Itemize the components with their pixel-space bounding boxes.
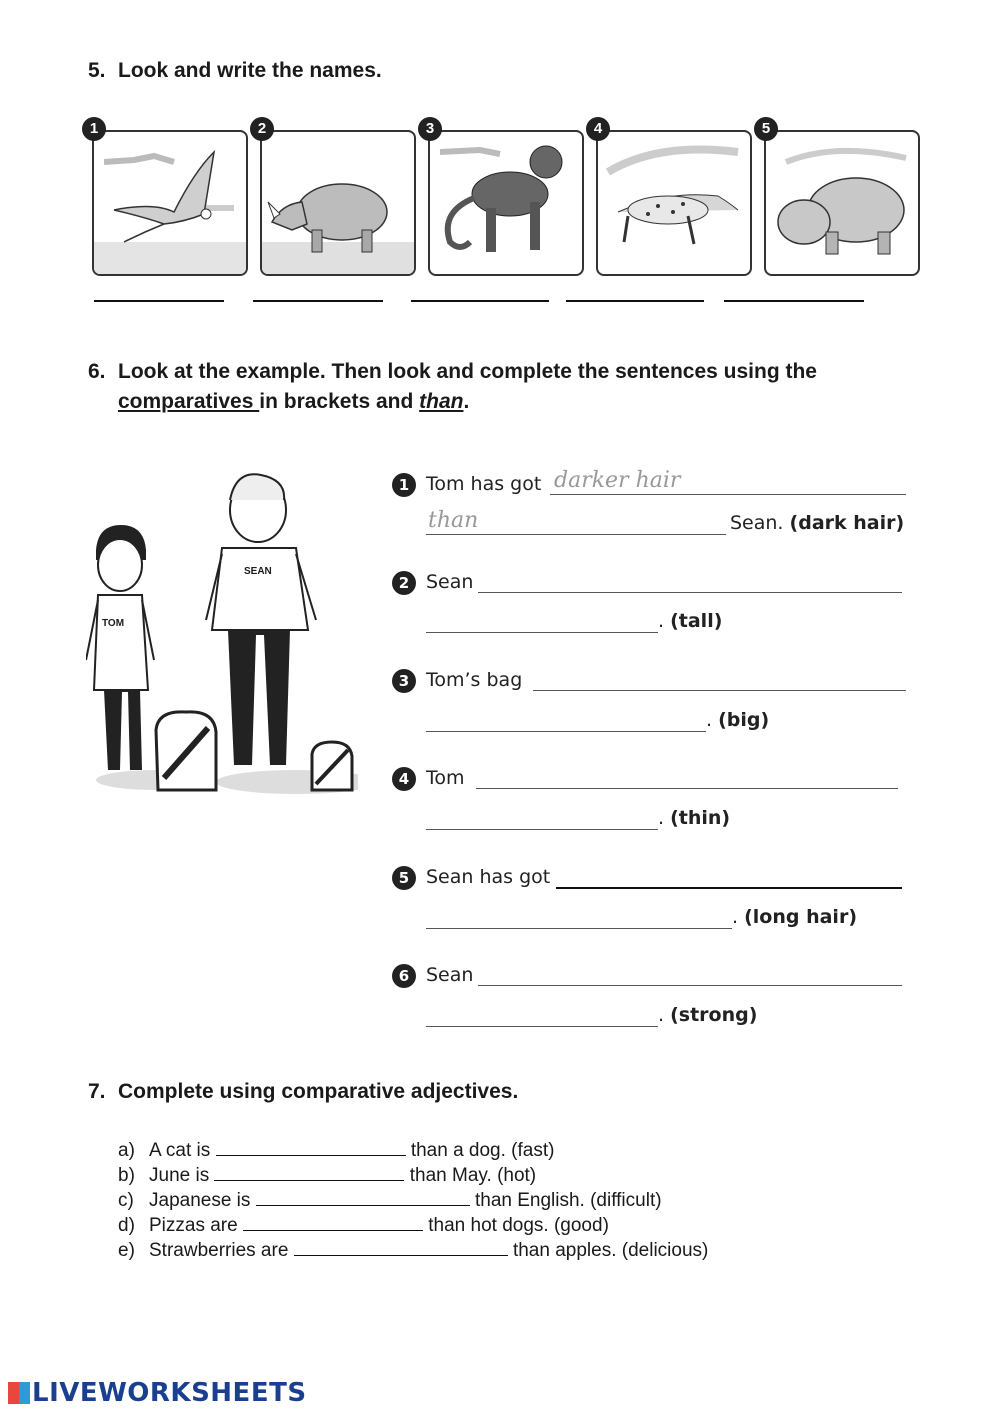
s7-item-d: d) Pizzas are than hot dogs. (good) [118,1212,609,1238]
example-line-2 [426,534,726,535]
sentence-2-number: 2 [392,571,416,595]
animal-panel-5 [764,130,920,276]
sentence-3-start: Tom’s bag [426,669,523,691]
boys-illustration [86,470,358,805]
sentence-6-hint: . (strong) [658,1004,758,1026]
badge-3: 3 [418,117,442,141]
badge-1: 1 [82,117,106,141]
sentence-3-line-1[interactable] [533,690,906,691]
example-written-2: than [428,508,479,533]
sentence-4-line-2[interactable] [426,829,658,830]
animal-panel-2 [260,130,416,276]
badge-4: 4 [586,117,610,141]
sentence-3-number: 3 [392,669,416,693]
section5-heading: 5. Look and write the names. [88,59,382,82]
sentence-5-number: 5 [392,866,416,890]
panther-icon [430,132,582,274]
sentence-5-hint: . (long hair) [732,906,857,928]
example-end: Sean. (dark hair) [730,512,905,534]
answer-line-1[interactable] [94,300,224,302]
s7-blank-d[interactable] [243,1212,423,1231]
example-written-1: darker hair [554,468,681,493]
sentence-6-number: 6 [392,964,416,988]
s7-item-b: b) June is than May. (hot) [118,1162,536,1188]
sentence-5-start: Sean has got [426,866,551,888]
sentence-5-line-2[interactable] [426,928,732,929]
s7-item-a: a) A cat is than a dog. (fast) [118,1137,554,1163]
liveworksheets-logo[interactable]: LIVEWORKSHEETS [8,1378,307,1408]
sentence-3-hint: . (big) [706,709,770,731]
example-line-1 [550,494,906,495]
sentence-4-line-1[interactable] [476,788,898,789]
sentence-4-start: Tom [426,767,465,789]
hippo-icon [766,132,918,274]
answer-line-2[interactable] [253,300,383,302]
sentence-2-hint: . (tall) [658,610,723,632]
s7-item-e: e) Strawberries are than apples. (delicious) [118,1237,708,1263]
s7-blank-e[interactable] [294,1237,508,1256]
sentence-3-line-2[interactable] [426,731,706,732]
sentence-1-number: 1 [392,473,416,497]
sentence-2-line-2[interactable] [426,632,658,633]
badge-5: 5 [754,117,778,141]
s7-blank-b[interactable] [214,1162,404,1181]
sentence-2-line-1[interactable] [478,592,902,593]
rhino-icon [262,132,414,274]
s7-blank-a[interactable] [216,1137,406,1156]
s7-item-c: c) Japanese is than English. (difficult) [118,1187,662,1213]
logo-icon [8,1382,30,1404]
badge-2: 2 [250,117,274,141]
sean-shirt-label: SEAN [244,566,272,577]
s7-blank-c[interactable] [256,1187,470,1206]
answer-line-3[interactable] [411,300,549,302]
answer-line-5[interactable] [724,300,864,302]
answer-line-4[interactable] [566,300,704,302]
sentence-4-number: 4 [392,767,416,791]
sentence-2-start: Sean [426,571,474,593]
cheetah-icon [598,132,750,274]
sentence-6-line-1[interactable] [478,985,902,986]
sentence-6-start: Sean [426,964,474,986]
sentence-5-line-1[interactable] [556,887,902,889]
animal-panel-1 [92,130,248,276]
eagle-icon [94,132,246,274]
sentence-6-line-2[interactable] [426,1026,658,1027]
section6-heading: 6. Look at the example. Then look and complete the sentences using the comparatives in brackets and than. [88,360,817,413]
sentence-4-hint: . (thin) [658,807,731,829]
example-start: Tom has got [426,473,542,495]
tom-shirt-label: TOM [102,618,125,629]
animal-panel-3 [428,130,584,276]
animal-panel-4 [596,130,752,276]
section7-heading: 7. Complete using comparative adjectives. [88,1080,519,1103]
